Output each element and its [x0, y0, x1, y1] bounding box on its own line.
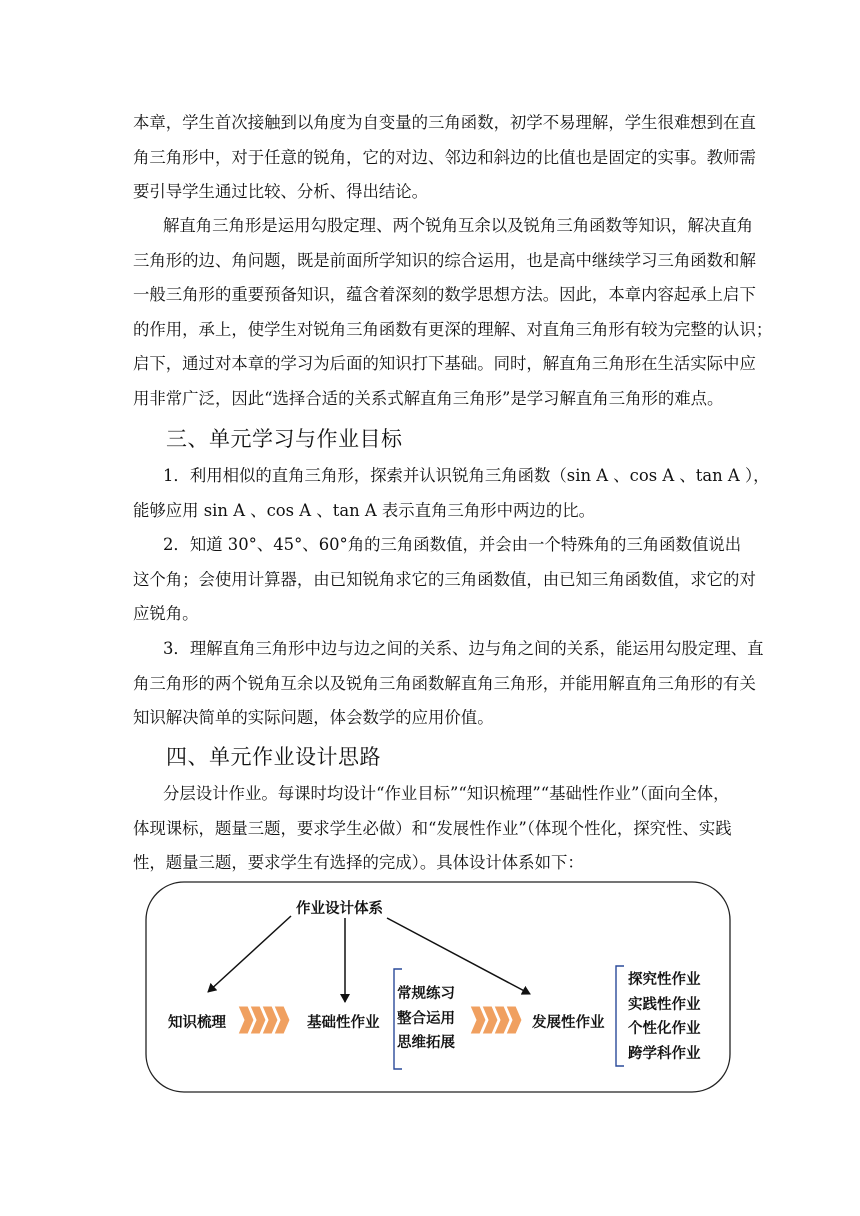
- basic-node: 基础性作业: [307, 1014, 380, 1031]
- paragraph-solving-right-triangles: [133, 209, 773, 416]
- basic-item: 思维拓展: [397, 1034, 455, 1051]
- text-line: 角三角形的两个锐角互余以及锐角三角函数解直角三角形，并能用解直角三角形的有关: [133, 673, 756, 693]
- goal-3: [133, 632, 764, 736]
- developmental-items-list: [628, 968, 701, 1066]
- text-line: 这个角；会使用计算器，由已知锐角求它的三角函数值，由已知三角函数值，求它的对: [133, 569, 756, 589]
- text-line: 一般三角形的重要预备知识，蕴含着深刻的数学思想方法。因此，本章内容起承上启下: [133, 285, 756, 304]
- knowledge-node: 知识梳理: [168, 1014, 226, 1031]
- text-line: 要引导学生通过比较、分析、得出结论。: [133, 182, 429, 201]
- section-heading: 四、单元作业设计思路: [166, 745, 381, 769]
- text-line: 分层设计作业。每课时均设计“作业目标”“知识梳理”“基础性作业”（面向全体，: [163, 784, 730, 803]
- text-line: 解直角三角形是运用勾股定理、两个锐角互余以及锐角三角函数等知识，解决直角: [163, 216, 754, 235]
- root-node: 作业设计体系: [296, 900, 383, 917]
- developmental-node: 发展性作业: [532, 1014, 605, 1031]
- text-line: 性，题量三题，要求学生有选择的完成）。具体设计体系如下：: [133, 853, 584, 872]
- text-line: 2．知道 30°、45°、60°角的三角函数值，并会由一个特殊角的三角函数值说出: [163, 535, 742, 554]
- text-line: 用非常广泛，因此“选择合适的关系式解直角三角形”是学习解直角三角形的难点。: [133, 388, 724, 408]
- developmental-item: 跨学科作业: [628, 1044, 701, 1062]
- goal-2: [133, 528, 756, 632]
- text-line: 能够应用 sin A 、cos A 、tan A 表示直角三角形中两边的比。: [133, 500, 595, 520]
- brace-developmental: [616, 966, 624, 1066]
- chevron-arrows-icon: [470, 1006, 522, 1034]
- text-line: 体现课标，题量三题，要求学生必做）和“发展性作业”（体现个性化，探究性、实践: [133, 818, 732, 838]
- design-idea-paragraph: [133, 777, 733, 881]
- intro-paragraph: [133, 106, 756, 210]
- text-line: 1．利用相似的直角三角形，探索并认识锐角三角函数（sin A 、cos A 、tan A ），: [163, 466, 770, 485]
- developmental-item: 实践性作业: [628, 995, 701, 1013]
- developmental-item: 个性化作业: [628, 1020, 701, 1037]
- goal-1: [133, 459, 770, 528]
- section-heading: 三、单元学习与作业目标: [166, 427, 403, 451]
- text-line: 应锐角。: [133, 604, 199, 623]
- text-line: 3．理解直角三角形中边与边之间的关系、边与角之间的关系，能运用勾股定理、直: [163, 639, 764, 658]
- basic-item: 常规练习: [397, 985, 455, 1002]
- text-line: 知识解决简单的实际问题，体会数学的应用价值。: [133, 708, 494, 727]
- basic-items-list: [397, 982, 455, 1056]
- arrow-to-knowledge: [208, 916, 291, 992]
- basic-item: 整合运用: [397, 1009, 455, 1027]
- text-line: 角三角形中，对于任意的锐角，它的对边、邻边和斜边的比值也是固定的实事。教师需: [133, 147, 756, 167]
- text-line: 启下，通过对本章的学习为后面的知识打下基础。同时，解直角三角形在生活实际中应: [133, 354, 756, 373]
- text-line: 的作用，承上，使学生对锐角三角函数有更深的理解、对直角三角形有较为完整的认识；: [133, 319, 773, 339]
- chevron-arrows-icon: [238, 1006, 290, 1034]
- homework-system-diagram: [144, 880, 732, 1094]
- developmental-item: 探究性作业: [628, 971, 701, 988]
- text-line: 三角形的边、角问题，既是前面所学知识的综合运用，也是高中继续学习三角函数和解: [133, 250, 756, 270]
- text-line: 本章，学生首次接触到以角度为自变量的三角函数，初学不易理解，学生很难想到在直: [133, 113, 756, 132]
